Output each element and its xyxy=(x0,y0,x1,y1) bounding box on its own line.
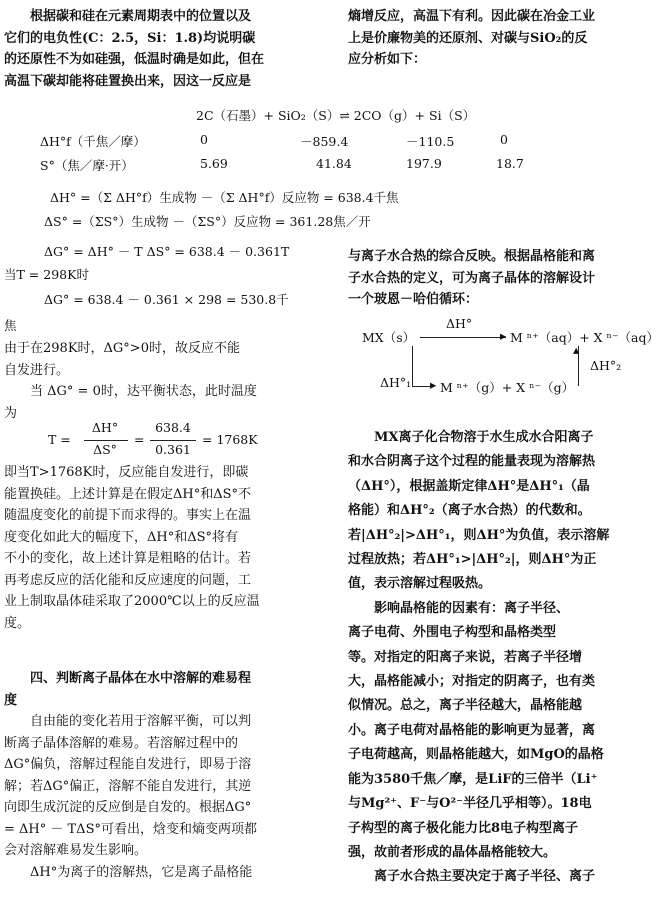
text-line: = ΔH° － TΔS°可看出，焓变和熵变两项都 xyxy=(4,821,257,837)
table-cell: 197.9 xyxy=(406,156,442,171)
text-line: 格能）和ΔH°₂（离子水合热）的代数和。 xyxy=(348,503,591,519)
text-line: 离子水合热主要决定于离子半径、离子 xyxy=(374,869,596,885)
text-line: 似情况。总之，离子半径越大，晶格能越 xyxy=(348,698,583,714)
text-line: 过程放热；若ΔH°₁>|ΔH°₂|，则ΔH°为正 xyxy=(348,552,597,568)
text-line: 高温下碳却能将硅置换出来，因这一反应是 xyxy=(4,73,252,89)
section-heading: 四、判断离子晶体在水中溶解的难易程 xyxy=(30,671,252,686)
conclusion-paragraph xyxy=(4,338,326,424)
fraction-denominator: ΔS° xyxy=(93,442,117,457)
unit-line: 焦 xyxy=(4,318,17,333)
text-line: 向即生成沉淀的反应倒是自发的。根据ΔG° xyxy=(4,800,252,815)
t-result: = 1768K xyxy=(202,432,258,447)
text-line: MX离子化合物溶于水生成水合阳离子 xyxy=(374,430,594,445)
text-line: 与离子水合热的综合反映。根据晶格能和离 xyxy=(348,249,596,264)
text-line: 子电荷越高，则晶格能越大，如MgO的晶格 xyxy=(348,747,604,763)
cycle-right-label: ΔH°₂ xyxy=(590,358,622,373)
text-line: 子水合热的定义，可为离子晶体的溶解设计 xyxy=(348,270,596,286)
text-line: 等。对指定的阳离子来说，若离子半径增 xyxy=(348,649,583,665)
text-line: 自由能的变化若用于溶解平衡，可以判 xyxy=(30,714,252,729)
table-cell: 18.7 xyxy=(496,156,524,171)
delta-s-equation: ΔS° =（ΣS°）生成物 －（ΣS°）反应物 = 361.28焦／开 xyxy=(44,214,371,229)
cycle-left: MX（s） xyxy=(362,330,416,345)
text-line: 再考虑反应的活化能和反应速度的问题，工 xyxy=(4,572,252,588)
arrow-head: ▸ xyxy=(430,377,437,392)
left-paragraph xyxy=(4,462,326,634)
text-line: 自发进行。 xyxy=(4,362,70,378)
table-row-label: ΔH°f（千焦／摩） xyxy=(40,134,146,149)
text-line: 值，表示溶解过程吸热。 xyxy=(348,576,492,592)
text-line: 能为3580千焦／摩，是LiF的三倍半（Li⁺ xyxy=(348,771,598,787)
fraction-denominator: 0.361 xyxy=(155,442,191,457)
table-row-label: S°（焦／摩·开） xyxy=(40,158,134,173)
section-heading: 度 xyxy=(4,692,18,708)
cycle-top-label: ΔH° xyxy=(446,316,473,331)
delta-g-298: ΔG° = 638.4 － 0.361 × 298 = 530.8千 xyxy=(44,292,289,307)
arrow-head: ▸ xyxy=(500,328,507,343)
table-cell: 41.84 xyxy=(316,156,352,171)
text-line: 不小的变化，故上述计算是粗略的估计。若 xyxy=(4,551,252,566)
fraction-numerator: ΔH° xyxy=(91,420,119,435)
text-line: 应分析如下： xyxy=(348,52,427,67)
text-line: 上是价廉物美的还原剂、对碳与SiO₂的反 xyxy=(348,30,588,46)
text-line: 为 xyxy=(4,405,18,421)
text-line: 断离子晶体溶解的难易。若溶解过程中的 xyxy=(4,735,239,751)
cycle-top-right: M ⁿ⁺（aq）+ X ⁿ⁻（aq） xyxy=(510,330,660,345)
text-line: 小。离子电荷对晶格能的影响更为显著，离 xyxy=(348,722,596,738)
text-line: 和水合阴离子这个过程的能量表现为溶解热 xyxy=(348,454,596,470)
table-cell: －110.5 xyxy=(406,134,455,149)
text-line: 子构型的离子极化能力比8电子构型离子 xyxy=(348,820,579,836)
fraction-numerator: 638.4 xyxy=(155,420,191,435)
fraction-bar xyxy=(150,440,196,441)
arrow-line xyxy=(420,337,506,338)
t-lhs: T = xyxy=(48,432,71,447)
fraction-bar xyxy=(84,440,128,441)
equals-sign: = xyxy=(134,432,145,447)
intro-paragraph xyxy=(4,6,326,92)
table-cell: 0 xyxy=(500,132,508,147)
text-line: 强，故前者形成的晶体晶格能较大。 xyxy=(348,844,557,860)
text-line: 随温度变化的前提下而求得的。事实上在温 xyxy=(4,508,252,523)
condition-line: 当T = 298K时 xyxy=(4,267,89,282)
text-line: 大，晶格能减小；对指定的阴离子，也有类 xyxy=(348,674,596,690)
text-line: 度变化如此大的幅度下，ΔH°和ΔS°将有 xyxy=(4,529,239,545)
text-line: 能置换硅。上述计算是在假定ΔH°和ΔS°不 xyxy=(4,486,252,502)
table-cell: 0 xyxy=(200,132,208,147)
text-line: 与Mg²⁺、F⁻与O²⁻半径几乎相等）。18电 xyxy=(348,796,592,812)
delta-g-equation: ΔG° = ΔH° － T ΔS° = 638.4 － 0.361T xyxy=(44,244,290,259)
text-line: 度。 xyxy=(4,615,31,631)
text-line: 即当T>1768K时，反应能自发进行，即碳 xyxy=(4,465,249,480)
text-line: 的还原性不为如硅强，低温时确是如此，但在 xyxy=(4,52,265,67)
text-line: 若|ΔH°₂|>ΔH°₁，则ΔH°为负值，表示溶解 xyxy=(348,527,610,543)
text-line: 影响晶格能的因素有：离子半径、 xyxy=(374,600,570,616)
text-line: 一个玻恩－哈伯循环： xyxy=(348,292,479,307)
text-line: 当 ΔG° = 0时，达平衡状态，此时温度 xyxy=(30,384,257,399)
text-line: ΔG°偏负，溶解过程能自发进行，即易于溶 xyxy=(4,757,252,772)
right-mid-paragraph xyxy=(348,246,662,311)
text-line: （ΔH°），根据盖斯定律ΔH°是ΔH°₁（晶 xyxy=(348,478,590,494)
text-line: 熵增反应，高温下有利。因此碳在冶金工业 xyxy=(348,9,596,24)
text-line: 业上制取晶体硅采取了2000℃以上的反应温 xyxy=(4,594,260,609)
cycle-left-label: ΔH°₁ xyxy=(380,375,412,390)
text-line: 由于在298K时，ΔG°>0时，故反应不能 xyxy=(4,341,240,356)
right-top-paragraph xyxy=(348,6,662,71)
arrow-head-up: ▴ xyxy=(573,342,580,357)
text-line: 根据碳和硅在元素周期表中的位置以及 xyxy=(30,9,252,24)
text-line: 会对溶解难易发生影响。 xyxy=(4,843,148,858)
section-four xyxy=(4,668,326,883)
cycle-bottom: M ⁿ⁺（g）+ X ⁿ⁻（g） xyxy=(440,380,575,395)
table-cell: 5.69 xyxy=(200,156,228,171)
text-line: 它们的电负性(C：2.5，Si：1.8)均说明碳 xyxy=(4,30,256,46)
table-cell: －859.4 xyxy=(300,134,349,149)
text-line: ΔH°为离子的溶解热，它是离子晶格能 xyxy=(30,864,253,880)
text-line: 离子电荷、外围电子构型和晶格类型 xyxy=(348,625,557,641)
reaction-equation: 2C（石墨）+ SiO₂（S）⇌ 2CO（g）+ Si（S） xyxy=(196,108,476,123)
text-line: 解；若ΔG°偏正，溶解不能自发进行，其逆 xyxy=(4,778,252,794)
delta-h-equation: ΔH° =（Σ ΔH°f）生成物 －（Σ ΔH°f）反应物 = 638.4千焦 xyxy=(50,190,399,205)
left-vertical-line xyxy=(412,346,413,386)
right-paragraph xyxy=(348,426,662,890)
